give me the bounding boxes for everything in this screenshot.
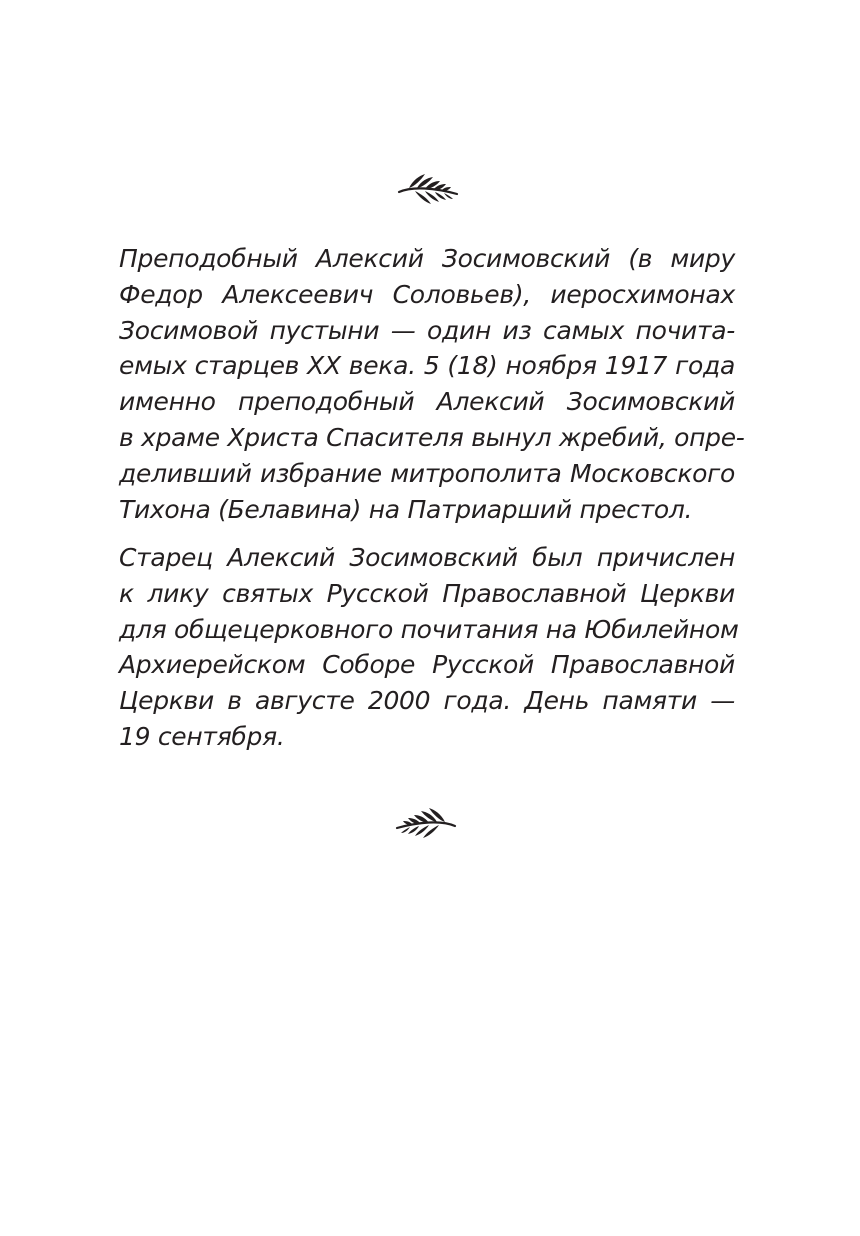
text-line: Федор Алексеевич Соловьев), иеросхимонах [119,279,735,309]
text-line: деливший избрание митрополита Московского [119,458,735,488]
text-line: Церкви в августе 2000 года. День памяти — [119,686,735,716]
text-line: в храме Христа Спасителя вынул жребий, опре- [119,422,745,452]
leaf-ornament-icon [395,166,459,206]
text-line: к лику святых Русской Православной Церкви [119,578,735,608]
leaf-ornament-icon [395,800,459,840]
text-line: Зосимовой пустыни — один из самых почита- [119,315,735,345]
text-line: для общецерковного почитания на Юбилейном [119,614,739,644]
text-line: Преподобный Алексий Зосимовский (в миру [119,244,735,273]
text-line: емых старцев XX века. 5 (18) ноября 1917 года [119,351,735,381]
paragraph-biography [119,241,745,527]
text-line: 19 сентября. [119,721,285,751]
text-line: Старец Алексий Зосимовский был причислен [119,543,735,572]
text-line: Тихона (Белавина) на Патриарший престол. [119,494,693,524]
text-line: Архиерейском Соборе Русской Православной [119,650,735,680]
paragraph-canonization [119,540,739,755]
text-line: именно преподобный Алексий Зосимовский [119,387,735,417]
